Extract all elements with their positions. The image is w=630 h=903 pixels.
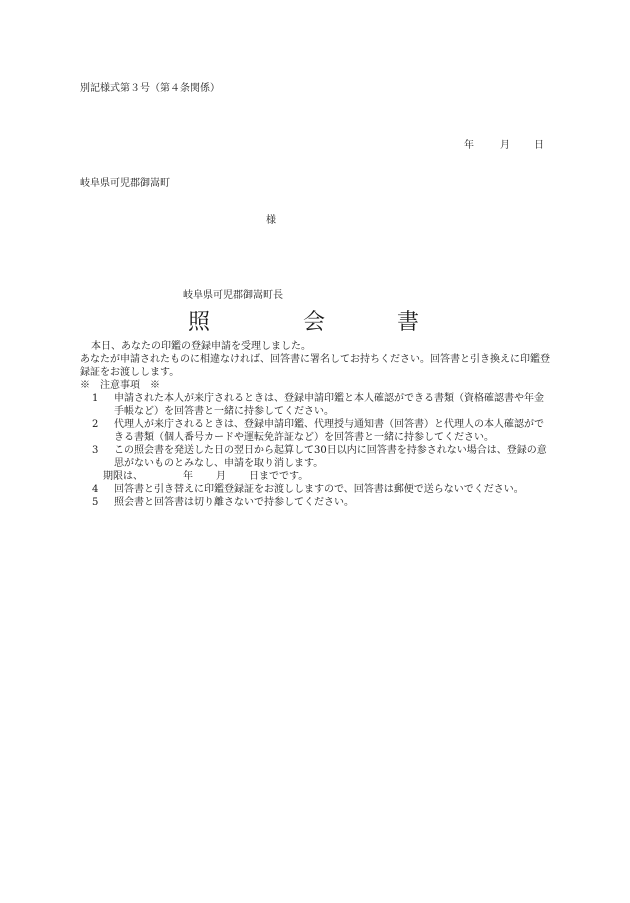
issuer: 岐阜県可児郡御嵩町長 bbox=[183, 290, 283, 301]
deadline-line bbox=[80, 470, 550, 483]
title-char-3: 書 bbox=[397, 310, 420, 335]
notes-heading: ※ 注意事項 ※ bbox=[80, 380, 160, 391]
document-title bbox=[188, 310, 419, 336]
title-char-2: 会 bbox=[303, 310, 326, 335]
addressee: 岐阜県可児郡御嵩町 bbox=[80, 178, 170, 189]
note-number: 1 bbox=[92, 393, 99, 404]
document-body bbox=[80, 340, 550, 509]
honorific: 様 bbox=[266, 215, 276, 226]
note-number: 5 bbox=[92, 497, 99, 508]
note-text: 照会書と回答書は切り離さないで持参してください。 bbox=[114, 497, 354, 508]
deadline-month-label: 月 bbox=[216, 471, 226, 482]
note-item bbox=[80, 392, 550, 418]
title-char-1: 照 bbox=[188, 310, 211, 335]
date-year-label: 年 bbox=[464, 140, 474, 151]
intro-line-2: あなたが申請されたものに相違なければ、回答書に署名してお持ちください。回答書と引き換えに印鑑登録証をお渡しします。 bbox=[80, 354, 550, 378]
note-item bbox=[80, 496, 550, 509]
date-month-label: 月 bbox=[500, 140, 510, 151]
deadline-prefix: 期限は、 bbox=[103, 471, 143, 482]
note-number: 2 bbox=[92, 419, 99, 430]
date-field bbox=[464, 139, 544, 152]
note-number: 3 bbox=[92, 445, 99, 456]
note-text: 代理人が来庁されるときは、登録申請印鑑、代理授与通知書（回答書）と代理人の本人確認ができる書類（個人番号カードや運転免許証など）を回答書と一緒に持参してください。 bbox=[114, 419, 544, 443]
date-day-label: 日 bbox=[534, 140, 544, 151]
deadline-suffix: 日までです。 bbox=[249, 471, 309, 482]
note-text: この照会書を発送した日の翌日から起算して30日以内に回答書を持参されない場合は、登録の意思がないものとみなし、申請を取り消します。 bbox=[114, 445, 547, 469]
note-number: 4 bbox=[92, 484, 99, 495]
form-number: 別記様式第３号（第４条関係） bbox=[80, 83, 220, 94]
note-item bbox=[80, 418, 550, 444]
note-item bbox=[80, 444, 550, 470]
intro-line-1: 本日、あなたの印鑑の登録申請を受理しました。 bbox=[91, 341, 311, 352]
note-text: 申請された本人が来庁されるときは、登録申請印鑑と本人確認ができる書類（資格確認書や年金手帳など）を回答書と一緒に持参してください。 bbox=[114, 393, 544, 417]
note-text: 回答書と引き替えに印鑑登録証をお渡ししますので、回答書は郵便で送らないでください。 bbox=[114, 484, 524, 495]
note-item bbox=[80, 483, 550, 496]
deadline-year-label: 年 bbox=[183, 471, 193, 482]
